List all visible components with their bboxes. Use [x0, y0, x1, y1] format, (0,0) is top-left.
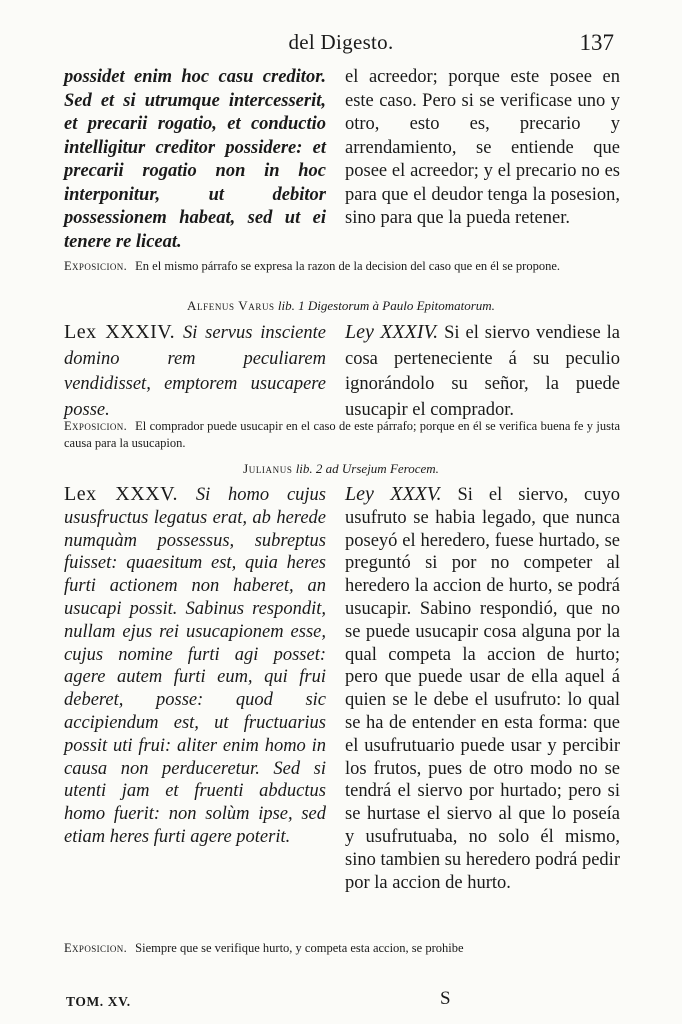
block2-spanish-text: Si el siervo vendiese la cosa perteneciente á su peculio ignorándolo su señor, la puede usucapir el comprador. [345, 323, 620, 420]
signature-mark: TOM. XV. [66, 994, 131, 1009]
exposicion-label: Exposicion. [64, 941, 128, 955]
page-number: 137 [579, 30, 614, 55]
block1-latin: possidet enim hoc casu creditor. Sed et si utrumque intercesserit, et precarii rogatio, et conductio intelligitur creditor possidere: et precarii rogatio non in hoc interponitur, ut debitor possessionem habeat, sed ut ei tenere re liceat. [64, 67, 326, 252]
ley-heading: Ley XXXIV. [345, 321, 439, 343]
block3-spanish-text: Si el siervo, cuyo usufruto se habia legado, que nunca poseyó el heredero, fuese hurtado, se preguntó si por no competer al heredero la accion de hurto, se podrá usucapir. Sabino respondió, que no se puede usucapir cosa alguna por la qual competa la accion de hurto; pero que puede usar de ella aquel á quien se le debe el usufruto: lo qual se ha de entender en esta forma: que el usufrutuario puede usar y percibir los frutos, pues de otro modo no se tendrá el siervo por hurtado; pero si se hurtase el siervo al que lo poseía y usufrutuaba, no solo él mismo, sino tambien su heredero podrá pedir por la accion de hurto. [345, 485, 621, 893]
lex-heading: Lex XXXIV. [64, 321, 176, 343]
exposicion-label: Exposicion. [64, 419, 128, 433]
source-author: Alfenus Varus [187, 298, 275, 313]
running-title: del Digesto. [288, 30, 394, 54]
block3-spanish [345, 483, 620, 894]
exposicion-text: En el mismo párrafo se expresa la razon de la decision del caso que en él se propone. [135, 259, 561, 273]
block2-latin [64, 320, 326, 423]
source-heading-3 [0, 461, 682, 477]
block2-spanish [345, 320, 620, 423]
source-author: Julianus [243, 461, 293, 476]
exposicion-text: El comprador puede usucapir en el caso de este párrafo; porque en él se verifica buena fe y justa causa para la usucapion. [64, 419, 620, 450]
source-work: lib. 1 Digestorum à Paulo Epitomatorum. [277, 298, 495, 313]
source-heading-2 [0, 298, 682, 314]
lex-heading: Lex XXXV. [64, 483, 178, 505]
block3-latin-text: Si homo cujus ususfructus legatus erat, ab herede numquàm possessus, subreptus fuisset: quaesitum est, quia heres furti actionem non haberet, an usucapi possit. Sabinus respondit, nullam ejus rei usucapionem esse, cujus nomine furti agi posset: agere autem furti eum, qui frui deberet, posse: quod sic accipiendum est, ut fructuarius possit uti frui: aliter enim homo in causa non perduceretur. Sed si utenti jam et fruenti abductus homo fuerit: non solùm ipse, sed etiam heres furti agere poterit. [64, 485, 326, 847]
source-work: lib. 2 ad Ursejum Ferocem. [295, 461, 439, 476]
ley-heading: Ley XXXV. [345, 483, 442, 505]
block1-spanish: el acreedor; porque este posee en este caso. Pero si se verificase uno y otro, esto es, precario y arrendamiento, se entiende que posee el acreedor; y el precario no es para que el deudor tenga la posesion, sino para que la pueda retener. [345, 67, 620, 228]
exposicion-2 [64, 418, 620, 452]
block3-latin [64, 483, 326, 849]
running-head [0, 28, 682, 58]
exposicion-1 [64, 258, 620, 275]
exposicion-label: Exposicion. [64, 259, 128, 273]
exposicion-text: Siempre que se verifique hurto, y competa esta accion, se prohibe [135, 941, 464, 955]
block2-latin-text: Si servus insciente domino rem peculiarem vendidisset, emptorem usucapere posse. [64, 323, 326, 420]
signature-letter: S [440, 988, 451, 1009]
exposicion-3 [64, 940, 620, 957]
